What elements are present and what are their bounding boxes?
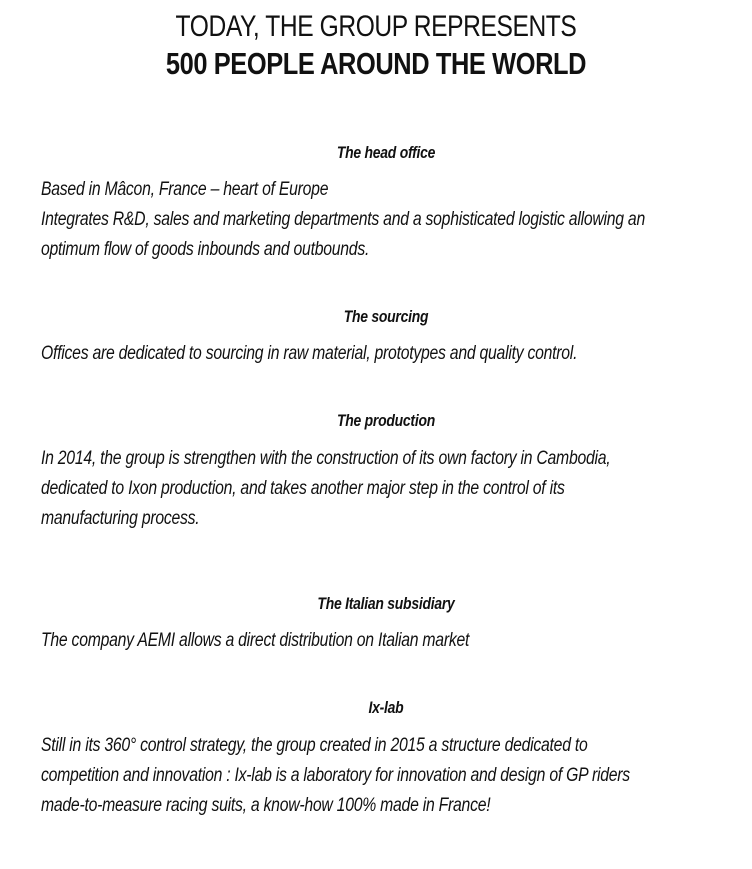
ix-lab-text-line: Still in its 360° control strategy, the group created in 2015 a structure dedicated to <box>41 735 588 756</box>
headline-line-2: 500 PEOPLE AROUND THE WORLD <box>165 46 587 81</box>
section-title-head-office: The head office <box>336 143 436 162</box>
section-title-production: The production <box>336 411 435 430</box>
production-text-line: manufacturing process. <box>41 508 200 529</box>
ix-lab-text-line: competition and innovation : Ix-lab is a laboratory for innovation and design of GP riders <box>41 765 630 786</box>
section-title-ix-lab: Ix-lab <box>368 698 404 717</box>
head-office-text-line: Based in Mâcon, France – heart of Europe <box>41 179 329 200</box>
head-office-text-line: optimum flow of goods inbounds and outbounds. <box>41 239 370 260</box>
sourcing-text-line: Offices are dedicated to sourcing in raw material, prototypes and quality control. <box>41 343 578 364</box>
section-title-sourcing: The sourcing <box>343 307 429 326</box>
section-title-italian-subsidiary: The Italian subsidiary <box>317 594 455 613</box>
headline-line-1: TODAY, THE GROUP REPRESENTS <box>175 10 577 43</box>
production-text-line: dedicated to Ixon production, and takes another major step in the control of its <box>41 478 565 499</box>
ix-lab-text-line: made-to-measure racing suits, a know-how 100% made in France! <box>41 795 491 816</box>
head-office-text-line: Integrates R&D, sales and marketing departments and a sophisticated logistic allowing an <box>41 209 645 230</box>
production-text-line: In 2014, the group is strengthen with the construction of its own factory in Cambodia, <box>41 448 611 469</box>
italian-subsidiary-text-line: The company AEMI allows a direct distribution on Italian market <box>41 630 470 651</box>
